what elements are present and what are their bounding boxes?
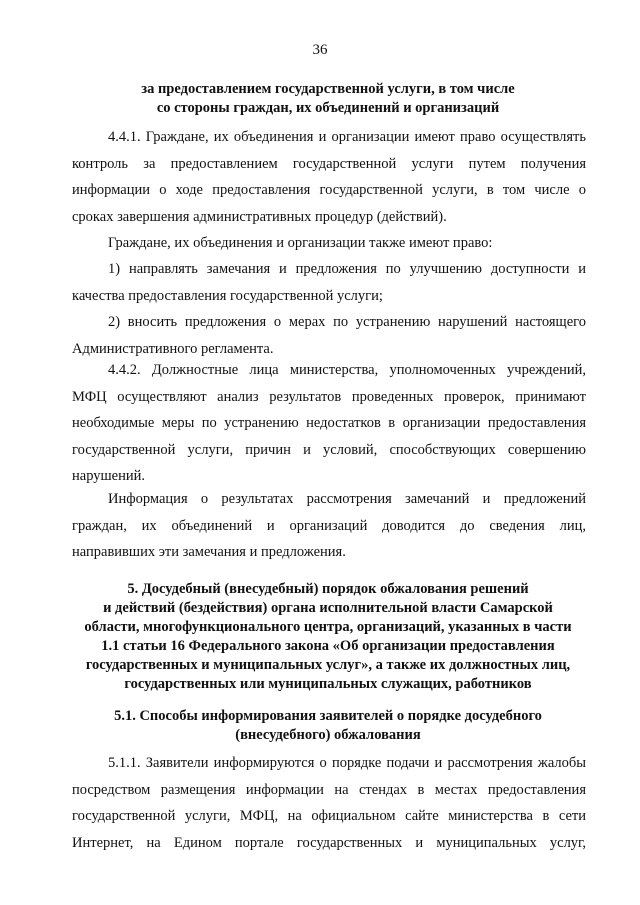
text-line: государственной услуги, МФЦ, на официальном сайте министерства в сети bbox=[72, 808, 586, 824]
text-line: качества предоставления государственной услуги; bbox=[72, 287, 383, 304]
text-line: Интернет, на Едином портале государственных и муниципальных услуг, bbox=[72, 834, 586, 851]
text-line: государственной услуги, причин и условий, способствующих совершению bbox=[72, 441, 586, 458]
text-line: 1) направлять замечания и предложения по улучшению доступности и bbox=[108, 261, 586, 277]
text-line: 2) вносить предложения о мерах по устранению нарушений настоящего bbox=[108, 314, 586, 330]
heading-line: области, многофункционального центра, организаций, указанных в части bbox=[84, 619, 572, 635]
text-line: направивших эти замечания и предложения. bbox=[72, 544, 346, 560]
heading-line: 5.1. Способы информирования заявителей о порядке досудебного bbox=[114, 708, 542, 724]
paragraph-rights-intro bbox=[72, 230, 586, 257]
section-5-heading bbox=[70, 580, 586, 694]
text-line: контроль за предоставлением государственной услуги путем получения bbox=[72, 155, 586, 172]
heading-line: и действий (бездействия) органа исполнительной власти Самарской bbox=[103, 600, 553, 616]
heading-line: 1.1 статьи 16 Федерального закона «Об организации предоставления bbox=[101, 638, 555, 654]
text-line: информации о ходе предоставления государственной услуги, в том числе о bbox=[72, 182, 586, 198]
heading-line: 5. Досудебный (внесудебный) порядок обжалования решений bbox=[127, 581, 529, 597]
text-line: Граждане, их объединения и организации также имеют право: bbox=[108, 235, 493, 251]
heading-line: за предоставлением государственной услуги, в том числе bbox=[141, 81, 515, 97]
paragraph-4-4-2 bbox=[72, 357, 586, 490]
text-line: Административного регламента. bbox=[72, 340, 274, 357]
paragraph-right-1 bbox=[72, 256, 586, 309]
text-line: 4.4.1. Граждане, их объединения и организации имеют право осуществлять bbox=[108, 129, 586, 145]
heading-line: государственных и муниципальных услуг», а также их должностных лиц, bbox=[85, 657, 571, 673]
heading-line: со стороны граждан, их объединений и организаций bbox=[156, 100, 500, 116]
section-5-1-heading bbox=[70, 707, 586, 745]
section-heading-control bbox=[70, 80, 586, 118]
page-number: 36 bbox=[312, 42, 328, 58]
text-line: 5.1.1. Заявители информируются о порядке подачи и рассмотрения жалобы bbox=[108, 755, 586, 771]
paragraph-information bbox=[72, 486, 586, 566]
paragraph-right-2 bbox=[72, 309, 586, 362]
text-line: сроках завершения административных процедур (действий). bbox=[72, 208, 447, 225]
heading-line: государственных или муниципальных служащих, работников bbox=[124, 676, 532, 692]
text-line: посредством размещения информации на стендах в местах предоставления bbox=[72, 781, 586, 798]
heading-line: (внесудебного) обжалования bbox=[235, 727, 421, 743]
paragraph-5-1-1 bbox=[72, 750, 586, 856]
text-line: 4.4.2. Должностные лица министерства, уполномоченных учреждений, bbox=[108, 362, 586, 378]
text-line: нарушений. bbox=[72, 468, 146, 484]
text-line: МФЦ осуществляют анализ результатов проведенных проверок, принимают bbox=[72, 388, 586, 405]
paragraph-4-4-1 bbox=[72, 124, 586, 230]
text-line: необходимые меры по устранению недостатков в организации предоставления bbox=[72, 415, 586, 431]
text-line: Информация о результатах рассмотрения замечаний и предложений bbox=[108, 491, 586, 507]
text-line: граждан, их объединений и организаций доводится до сведения лиц, bbox=[72, 517, 586, 534]
